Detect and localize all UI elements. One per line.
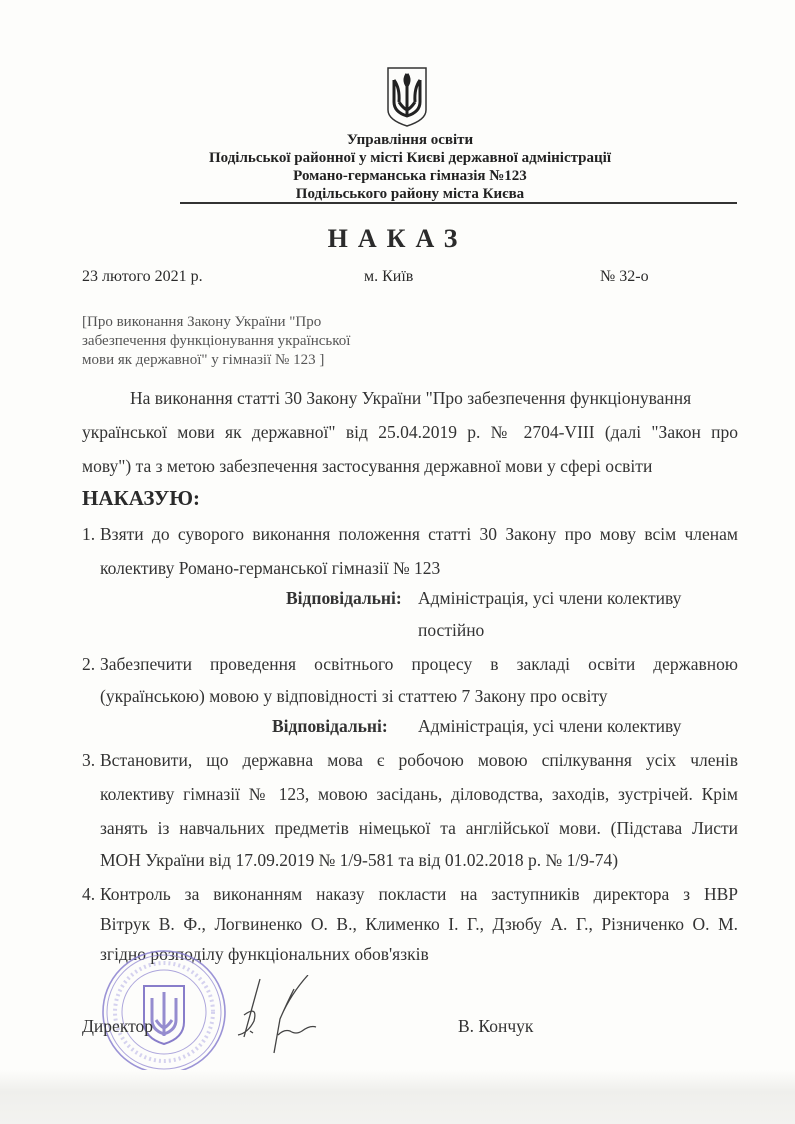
header-line-3: Романо-германська гімназія №123: [293, 168, 527, 184]
item-4-line-3: згідно розподілу функціональних обов'язків: [100, 944, 429, 964]
item-1-responsible-label: Відповідальні:: [286, 588, 402, 608]
item-1-term: постійно: [418, 620, 485, 640]
official-stamp-icon: [100, 948, 228, 1076]
document-number: № 32-о: [600, 268, 649, 285]
subject-line-1: [Про виконання Закону України "Про: [82, 314, 322, 330]
header-line-1: Управління освіти: [346, 132, 474, 148]
preamble-line-1: На виконання статті 30 Закону України "Про забезпечення функціонування: [130, 388, 692, 408]
order-heading: НАКАЗУЮ:: [82, 486, 200, 510]
scan-shadow: [0, 1070, 795, 1124]
item-3-number: 3.: [82, 750, 96, 770]
item-3-line-2: колективу гімназії № 123, мовою засідань, діловодства, заходів, зустрічей. Крім: [100, 784, 738, 804]
item-2-number: 2.: [82, 654, 96, 674]
item-3-line-3: занять із навчальних предметів німецької та англійської мови. (Підстава Листи: [100, 818, 738, 838]
item-2-line-2: (українською) мовою у відповідності зі статтею 7 Закону про освіту: [100, 686, 608, 706]
trident-coat-of-arms-icon: [386, 66, 428, 128]
subject-line-3: мови як державної" у гімназії № 123 ]: [82, 352, 325, 368]
item-4-line-1: Контроль за виконанням наказу покласти на заступників директора з НВР: [100, 884, 738, 904]
document-city: м. Київ: [364, 268, 414, 285]
item-4-number: 4.: [82, 884, 96, 904]
item-1-number: 1.: [82, 524, 96, 544]
header-line-2: Подільської районної у місті Києві державної адміністрації: [208, 150, 611, 166]
item-2-line-1: Забезпечити проведення освітнього процесу в закладі освіти державною: [100, 654, 738, 674]
document-date: 23 лютого 2021 р.: [82, 268, 203, 285]
header-divider: [180, 202, 737, 204]
item-3-line-1: Встановити, що державна мова є робочою мовою спілкування усіх членів: [100, 750, 738, 770]
handwritten-signature-icon: [220, 975, 340, 1055]
signature-position: Директор: [82, 1016, 154, 1036]
preamble-line-2: української мови як державної" від 25.04.2019 р. № 2704-VIII (далі "Закон про: [82, 422, 738, 442]
preamble-line-3: мову") та з метою забезпечення застосування державної мови у сфері освіти: [82, 456, 653, 476]
document-title: НАКАЗ: [327, 224, 468, 253]
item-1-line-2: колективу Романо-германської гімназії № 123: [100, 558, 441, 578]
item-4-line-2: Вітрук В. Ф., Логвиненко О. В., Клименко І. Г., Дзюбу А. Г., Різниченко О. М.: [100, 914, 738, 934]
item-1-responsible-value: Адміністрація, усі члени колективу: [418, 588, 682, 608]
signature-name: В. Кончук: [458, 1016, 534, 1036]
item-1-line-1: Взяти до суворого виконання положення статті 30 Закону про мову всім членам: [100, 524, 738, 544]
item-3-line-4: МОН України від 17.09.2019 № 1/9-581 та від 01.02.2018 р. № 1/9-74): [100, 850, 619, 870]
item-2-responsible-label: Відповідальні:: [272, 716, 388, 736]
header-line-4: Подільського району міста Києва: [295, 186, 525, 202]
subject-line-2: забезпечення функціонування української: [82, 333, 351, 349]
item-2-responsible-value: Адміністрація, усі члени колективу: [418, 716, 682, 736]
